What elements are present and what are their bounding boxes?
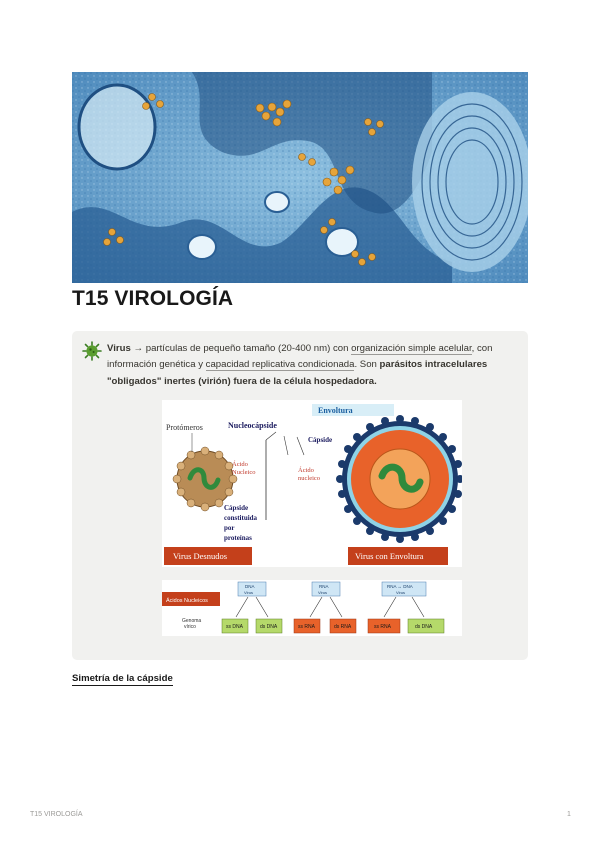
callout-text	[107, 341, 502, 390]
node-title: DNA	[245, 584, 255, 589]
definition-text: → partículas de pequeño tamaño (20-400 nm) con	[130, 343, 352, 354]
label-nucleocapside: Nucleocápside	[228, 421, 277, 430]
micrograph-image	[72, 72, 528, 283]
label-capside-3: por	[224, 524, 235, 532]
label-protomeros: Protómeros	[166, 423, 203, 432]
node-subtitle: Virus	[244, 590, 254, 595]
label-capside-4: proteínas	[224, 534, 252, 542]
definition-text: . Son	[354, 359, 380, 371]
leaf-label: ds DNA	[415, 624, 433, 630]
footer-title: T15 VIROLOGÍA	[30, 811, 83, 818]
underlined-term: capacidad replicativa condicionada	[205, 359, 355, 371]
definition-text: , con información genética y	[107, 343, 493, 371]
leaf-label: ss DNA	[226, 624, 243, 630]
leaf-label: ss RNA	[374, 624, 391, 630]
label-virico: vírico	[184, 624, 196, 630]
bold-text: parásitos intracelulares "obligados" inertes (virión) fuera de la célula hospedadora.	[107, 359, 488, 387]
node-subtitle: Virus	[396, 590, 406, 595]
label-nucleico-right: nucleico	[298, 475, 321, 482]
label-acido-right: Ácido	[298, 467, 314, 474]
cover-image	[72, 72, 528, 283]
label-virus-envoltura: Virus con Envoltura	[355, 551, 424, 561]
underlined-term: organización simple acelular	[351, 343, 472, 354]
page-number: 1	[567, 811, 571, 818]
nucleic-acid-figure	[162, 580, 462, 636]
label-capside-1: Cápside	[224, 504, 249, 512]
leaf-label: ds DNA	[260, 624, 278, 630]
virus-structure-figure	[162, 400, 462, 567]
label-envoltura: Envoltura	[318, 406, 353, 415]
label-acidos-nucleicos: Ácidos Nucleicos	[166, 598, 208, 604]
section-heading: Simetría de la cápside	[72, 673, 173, 684]
page-title: T15 VIROLOGÍA	[72, 287, 234, 310]
virus-icon	[82, 341, 102, 361]
label-acido-left: Ácido	[232, 461, 248, 468]
node-title: RNA ↔ DNA	[387, 584, 413, 589]
virus-term: Virus	[107, 343, 131, 354]
label-capside-right: Cápside	[308, 436, 333, 444]
leaf-label: ss RNA	[298, 624, 315, 630]
node-subtitle: Virus	[318, 590, 328, 595]
label-nucleico-left: Nucleico	[232, 469, 256, 476]
label-genoma: Genoma	[182, 618, 202, 624]
label-capside-2: constituida	[224, 514, 258, 522]
label-virus-desnudos: Virus Desnudos	[173, 551, 228, 561]
leaf-label: ds RNA	[334, 624, 352, 630]
node-title: RNA	[319, 584, 329, 589]
